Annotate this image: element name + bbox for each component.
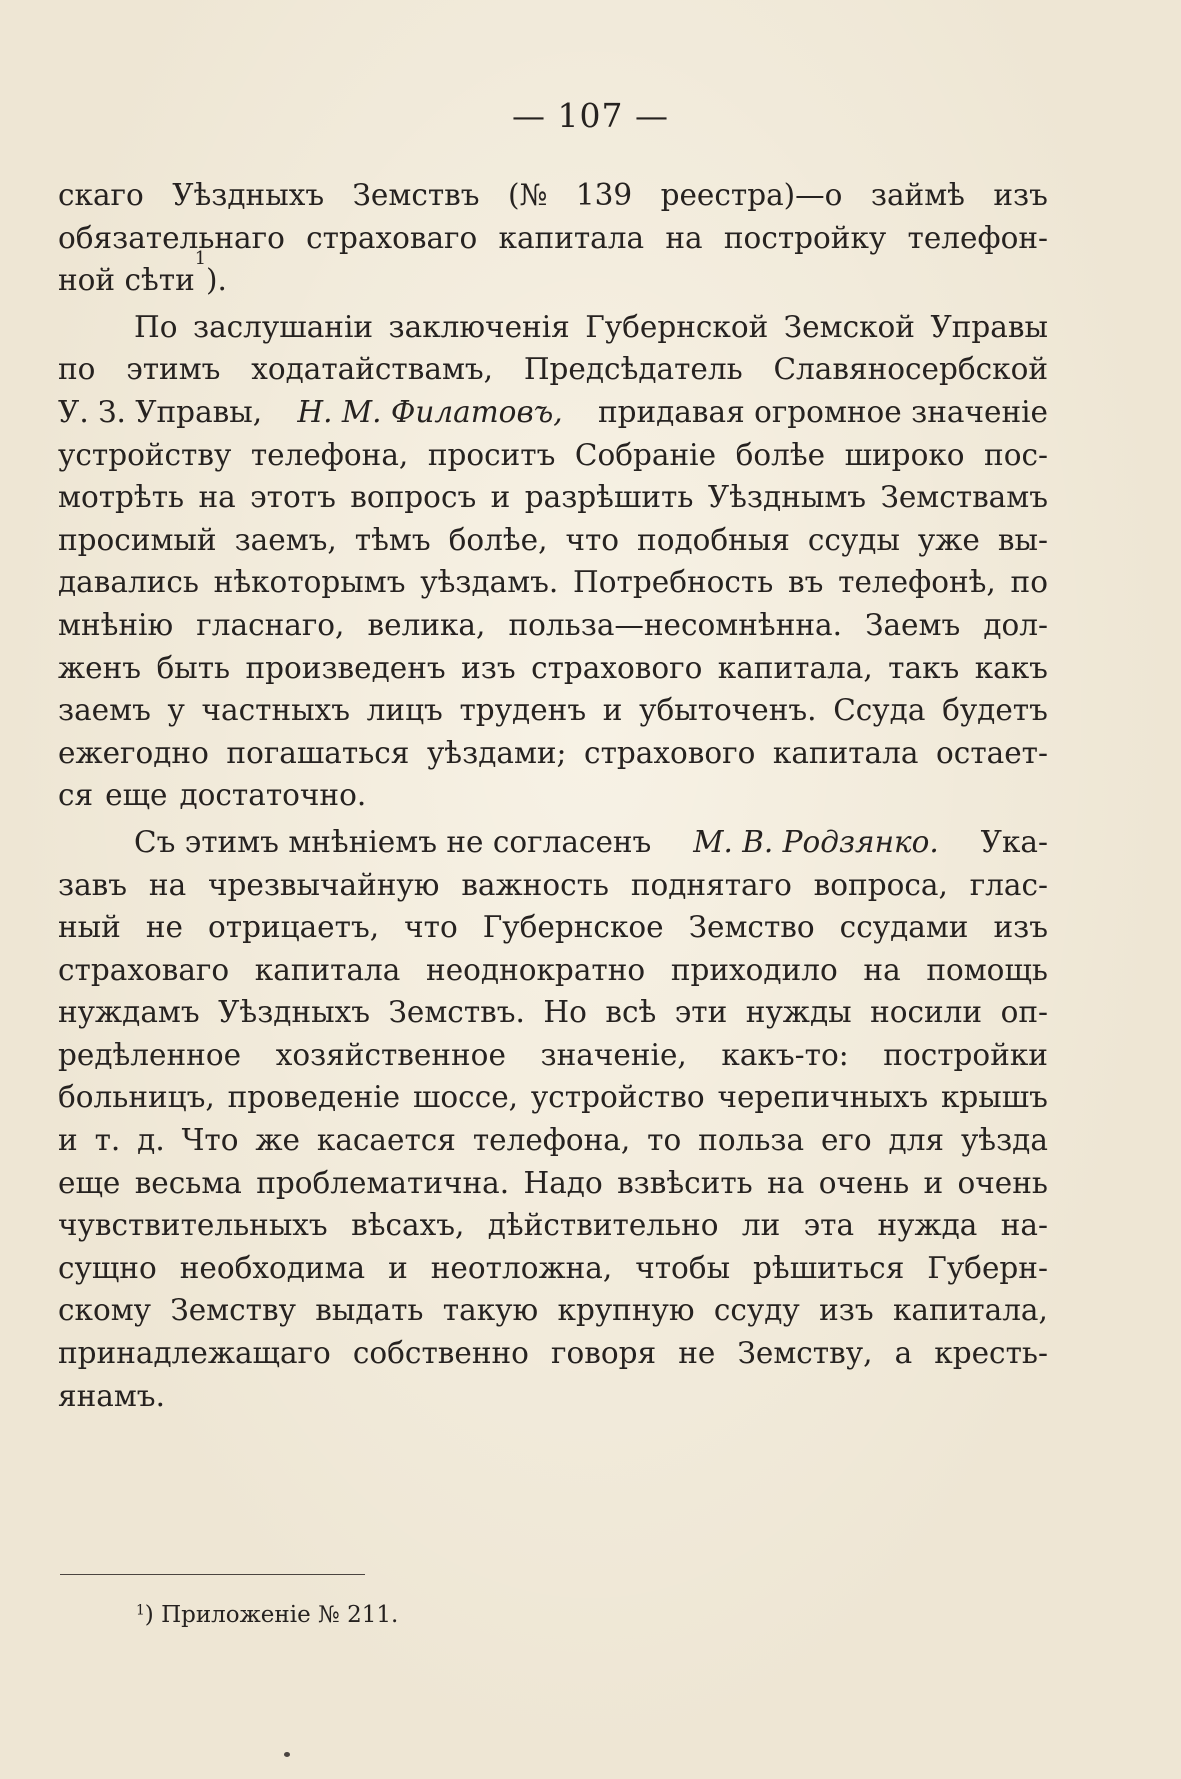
word: Управы xyxy=(930,309,1048,344)
word: не xyxy=(145,910,183,945)
word: касается xyxy=(316,1123,456,1158)
word: для xyxy=(888,1123,945,1158)
word: крупную xyxy=(557,1293,695,1328)
word: постройки xyxy=(883,1037,1048,1072)
word: достаточно. xyxy=(179,778,367,813)
word: у xyxy=(167,693,185,728)
text-line xyxy=(58,391,1048,434)
word: ссуду xyxy=(713,1293,800,1328)
word: (№ xyxy=(507,178,548,212)
word: Земской xyxy=(783,309,915,344)
word: еще xyxy=(105,778,168,813)
text-line xyxy=(58,864,1048,907)
word: принадлежащаго xyxy=(58,1336,331,1371)
word: скому xyxy=(58,1293,152,1328)
word: мнѣнію xyxy=(58,607,174,642)
word: чтобы xyxy=(635,1250,731,1285)
text-line xyxy=(58,1119,1048,1162)
word: Ссуда xyxy=(833,693,926,728)
word: мотрѣть xyxy=(58,480,185,515)
word: постройку xyxy=(723,220,887,255)
word: уѣздамъ. xyxy=(420,565,559,600)
text-line xyxy=(58,1332,1048,1375)
word: на- xyxy=(1000,1208,1048,1243)
text-line xyxy=(58,174,1048,217)
word: рѣшиться xyxy=(753,1250,905,1285)
word: польза—несомнѣнна. xyxy=(508,607,842,642)
word: нѣкоторымъ xyxy=(213,565,406,600)
footnote-text: ) Приложеніе № 211. xyxy=(144,1602,399,1628)
word: телефона, xyxy=(472,1123,631,1158)
word: такую xyxy=(442,1293,539,1328)
text-line xyxy=(58,821,1048,864)
word: телефонѣ, xyxy=(838,565,996,600)
word: кресть- xyxy=(934,1336,1048,1371)
text-line xyxy=(58,774,1048,817)
word: его xyxy=(820,1123,872,1158)
word: дѣйствительно xyxy=(487,1208,719,1243)
word: пос- xyxy=(984,437,1048,472)
word: женъ xyxy=(58,650,142,685)
word: быть xyxy=(156,650,231,685)
word: вопросъ xyxy=(350,480,477,515)
text-line xyxy=(58,949,1048,992)
word: изъ xyxy=(819,1293,874,1328)
word: лицъ xyxy=(366,693,443,728)
word: Собраніе xyxy=(574,437,717,472)
word: Потребность xyxy=(573,565,774,600)
word: глас- xyxy=(969,867,1048,902)
word: убыточенъ. xyxy=(639,693,817,728)
word: редѣленное xyxy=(58,1037,242,1072)
word: черепичныхъ xyxy=(717,1080,929,1115)
word: уже xyxy=(917,522,980,557)
word: завъ xyxy=(58,867,128,902)
line-text: Съ этимъ мнѣніемъ не согласенъ xyxy=(134,824,652,859)
word: на xyxy=(767,1165,805,1200)
speaker-name: Н. М. Филатовъ, xyxy=(297,394,563,429)
word: обязательнаго xyxy=(58,220,285,255)
word: очень xyxy=(957,1165,1048,1200)
footnote xyxy=(136,1600,398,1630)
text-line xyxy=(58,689,1048,732)
word: скаго xyxy=(58,178,144,212)
word: дол- xyxy=(983,607,1048,642)
word: этимъ xyxy=(126,352,221,387)
word: ли xyxy=(741,1208,781,1243)
word: займѣ xyxy=(870,178,965,212)
text-line xyxy=(58,476,1048,519)
word: отрицаетъ, xyxy=(208,910,380,945)
word: этотъ xyxy=(250,480,336,515)
word: страхового xyxy=(584,735,756,770)
word: Земству, xyxy=(737,1336,873,1371)
word: помощь xyxy=(926,952,1048,987)
word: еще xyxy=(58,1165,121,1200)
line-text: придавая огромное значеніе xyxy=(597,394,1048,429)
text-line xyxy=(58,1289,1048,1332)
word: не xyxy=(678,1336,716,1371)
word: значеніе, xyxy=(540,1037,687,1072)
word: страхового xyxy=(531,650,703,685)
word: страховаго xyxy=(58,952,230,987)
word: Земству xyxy=(170,1293,296,1328)
word: капитала xyxy=(254,952,401,987)
word: нужды xyxy=(745,995,852,1030)
word: польза xyxy=(698,1123,805,1158)
word: и xyxy=(58,1123,78,1158)
word: что xyxy=(565,522,620,557)
word: неоднократно xyxy=(426,952,646,987)
word: остает- xyxy=(936,735,1048,770)
word: и xyxy=(923,1165,944,1200)
text-line xyxy=(58,434,1048,477)
word: реестра)—о xyxy=(660,178,843,212)
word: ежегодно xyxy=(58,735,209,770)
word: вы- xyxy=(997,522,1048,557)
text-line xyxy=(58,306,1048,349)
word: больницъ, xyxy=(58,1080,215,1115)
word: Губернское xyxy=(482,910,664,945)
page-number: — 107 — xyxy=(512,96,669,135)
word: на xyxy=(665,220,703,255)
text-line xyxy=(58,906,1048,949)
word: давались xyxy=(58,565,199,600)
word: капитала xyxy=(498,220,645,255)
word: заемъ xyxy=(58,693,151,728)
word: заемъ, xyxy=(234,522,337,557)
word: по xyxy=(58,352,96,387)
word: произведенъ xyxy=(245,650,446,685)
word: говоря xyxy=(551,1336,657,1371)
word: Губерн- xyxy=(927,1250,1048,1285)
text-line xyxy=(58,561,1048,604)
word: ходатайствамъ, xyxy=(251,352,494,387)
word: и xyxy=(602,693,623,728)
word: телефон- xyxy=(907,220,1048,255)
word: Земствамъ xyxy=(880,480,1048,515)
word: очень xyxy=(818,1165,910,1200)
word: просимый xyxy=(58,522,217,557)
word: янамъ. xyxy=(58,1378,165,1413)
line-text: У. З. Управы, xyxy=(58,394,263,429)
word: д. xyxy=(137,1123,165,1158)
text-line xyxy=(58,217,1048,260)
word: по xyxy=(1010,565,1048,600)
text-line xyxy=(58,732,1048,775)
word: 139 xyxy=(575,178,633,212)
word: Славяносербской xyxy=(773,352,1048,387)
word: Но xyxy=(543,995,587,1030)
word: крышъ xyxy=(940,1080,1048,1115)
text-line xyxy=(58,249,1048,302)
word: проведеніе xyxy=(227,1080,401,1115)
word: ся xyxy=(58,778,94,813)
word: что xyxy=(404,910,458,945)
word: устройству xyxy=(58,437,232,472)
word: на xyxy=(863,952,901,987)
footnote-marker: 1 xyxy=(136,1602,145,1619)
word: и xyxy=(490,480,511,515)
word: капитала, xyxy=(717,650,873,685)
text-line xyxy=(58,1247,1048,1290)
text-line xyxy=(58,1076,1048,1119)
body-text xyxy=(58,174,1048,1417)
word: ссудами xyxy=(839,910,969,945)
word: уѣзда xyxy=(960,1123,1048,1158)
word: чувствительныхъ xyxy=(58,1208,328,1243)
word: Земствъ xyxy=(352,178,480,212)
text-line xyxy=(58,1375,1048,1418)
word: вопроса, xyxy=(813,867,948,902)
text-line xyxy=(58,348,1048,391)
word: важность xyxy=(461,867,609,902)
word: частныхъ xyxy=(201,693,351,728)
word: Что xyxy=(181,1123,239,1158)
word: По xyxy=(134,309,178,344)
line-text: ной сѣти xyxy=(58,263,195,298)
text-line xyxy=(58,519,1048,562)
text-line xyxy=(58,1162,1048,1205)
word: уѣздами; xyxy=(426,735,567,770)
text-line xyxy=(58,991,1048,1034)
word: поднятаго xyxy=(630,867,792,902)
word: нуждамъ xyxy=(58,995,200,1030)
word: телефона, xyxy=(250,437,409,472)
word: погашаться xyxy=(226,735,410,770)
word: подобныя xyxy=(637,522,790,557)
word: проситъ xyxy=(427,437,556,472)
word: Уѣздныхъ xyxy=(172,178,325,212)
line-text: ). xyxy=(206,263,227,298)
word: выдать xyxy=(315,1293,424,1328)
paragraph-3 xyxy=(58,821,1048,1417)
word: необходима xyxy=(179,1250,366,1285)
paragraph-2 xyxy=(58,306,1048,817)
word: взвѣсить xyxy=(617,1165,753,1200)
word: капитала, xyxy=(892,1293,1048,1328)
word: Надо xyxy=(523,1165,603,1200)
word: на xyxy=(198,480,236,515)
word: изъ xyxy=(993,910,1048,945)
word: приходило xyxy=(670,952,838,987)
word: Земствъ. xyxy=(388,995,525,1030)
word: проблематична. xyxy=(256,1165,510,1200)
word: Заемъ xyxy=(865,607,961,642)
speaker-name: М. В. Родзянко. xyxy=(693,824,939,859)
word: болѣе, xyxy=(448,522,548,557)
word: изъ xyxy=(993,178,1048,212)
word: какъ xyxy=(974,650,1048,685)
word: въ xyxy=(788,565,824,600)
word: на xyxy=(148,867,187,902)
word: всѣ xyxy=(605,995,657,1030)
word: какъ-то: xyxy=(721,1037,849,1072)
word: Земство xyxy=(688,910,815,945)
word: же xyxy=(255,1123,300,1158)
word: сущно xyxy=(58,1250,157,1285)
word: разрѣшить xyxy=(524,480,694,515)
word: а xyxy=(894,1336,913,1371)
word: будетъ xyxy=(942,693,1048,728)
text-line xyxy=(58,1034,1048,1077)
word: Губернской xyxy=(585,309,769,344)
word: эта xyxy=(803,1208,855,1243)
word: гласнаго, xyxy=(196,607,345,642)
word: собственно xyxy=(352,1336,529,1371)
text-line xyxy=(58,1204,1048,1247)
word: хозяйственное xyxy=(275,1037,506,1072)
word: оп- xyxy=(1000,995,1048,1030)
word: изъ xyxy=(461,650,516,685)
word: эти xyxy=(674,995,728,1030)
paragraph-1 xyxy=(58,174,1048,302)
word: весьма xyxy=(134,1165,242,1200)
word: носили xyxy=(870,995,983,1030)
text-line xyxy=(58,604,1048,647)
word: устройство xyxy=(530,1080,705,1115)
word: шоссе, xyxy=(412,1080,519,1115)
footnote-ref: 1 xyxy=(194,249,207,270)
word: то xyxy=(647,1123,682,1158)
word: болѣе xyxy=(735,437,826,472)
word: ный xyxy=(58,910,121,945)
line-text: Ука- xyxy=(980,824,1048,859)
word: неотложна, xyxy=(430,1250,613,1285)
word: чрезвычайную xyxy=(208,867,440,902)
word: страховаго xyxy=(306,220,478,255)
word: т. xyxy=(94,1123,121,1158)
word: Предсѣдатель xyxy=(523,352,743,387)
word: и xyxy=(388,1250,408,1285)
word: труденъ xyxy=(459,693,587,728)
text-line xyxy=(58,647,1048,690)
word: вѣсахъ, xyxy=(351,1208,465,1243)
word: капитала xyxy=(772,735,919,770)
word: нужда xyxy=(877,1208,978,1243)
word: велика, xyxy=(367,607,486,642)
word: широко xyxy=(844,437,965,472)
footnote-divider xyxy=(60,1574,365,1575)
word: ссуды xyxy=(807,522,900,557)
word: тѣмъ xyxy=(354,522,431,557)
word: такъ xyxy=(888,650,960,685)
word: заключенія xyxy=(388,309,570,344)
print-speck xyxy=(284,1752,290,1757)
word: Уѣзднымъ xyxy=(707,480,867,515)
word: заслушаніи xyxy=(192,309,374,344)
word: Уѣздныхъ xyxy=(218,995,371,1030)
